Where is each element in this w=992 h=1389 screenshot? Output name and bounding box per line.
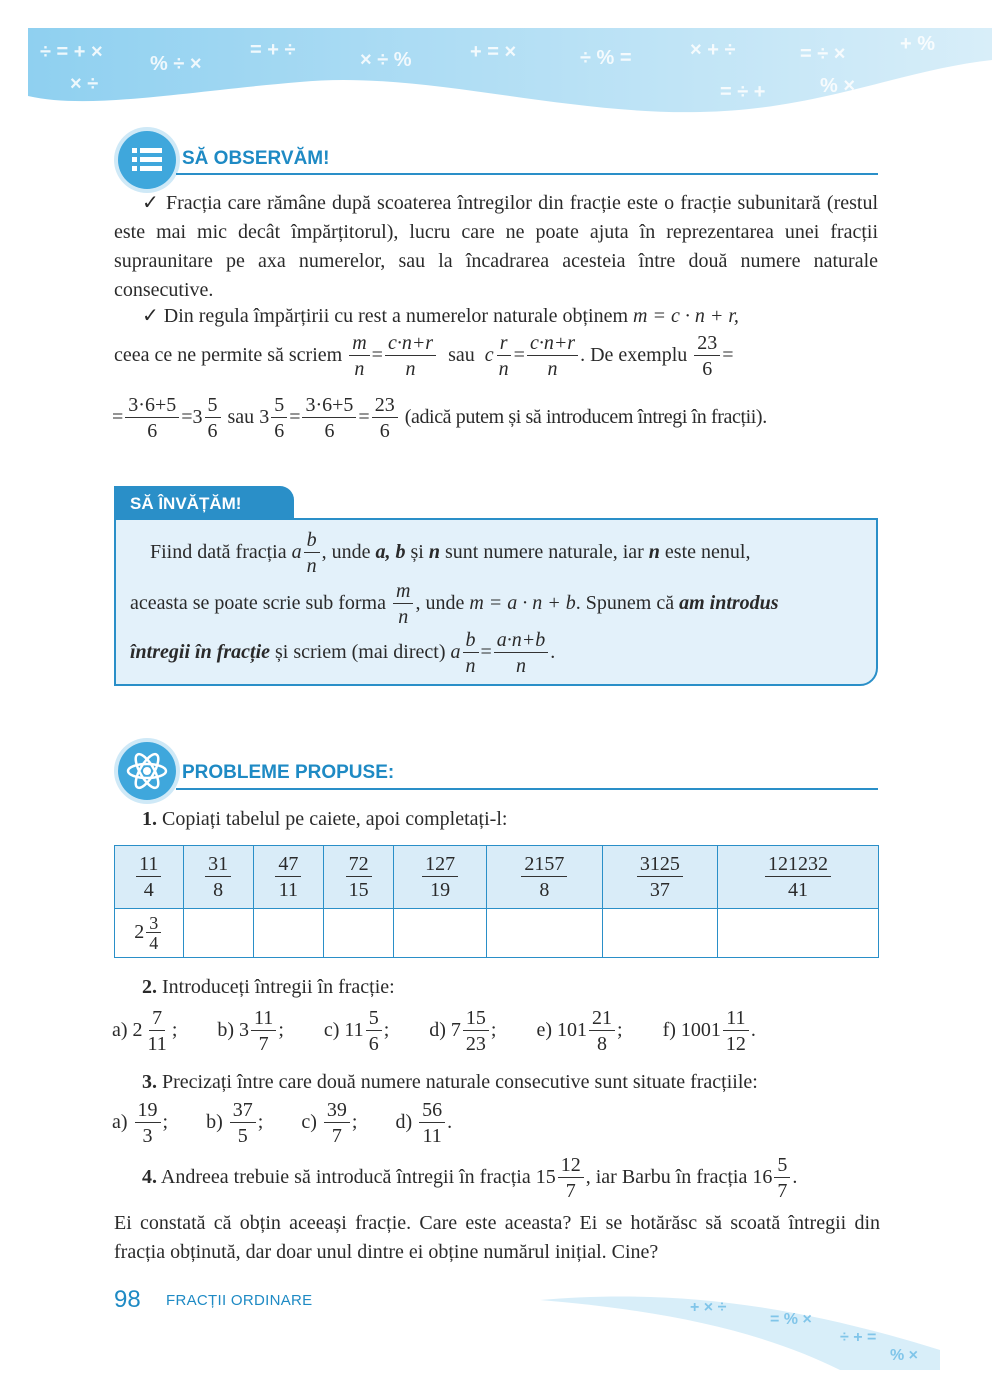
observe-paragraph-2: ✓ Din regula împărțirii cu rest a numerelor naturale obținem m = c · n + r,: [142, 305, 739, 327]
table-cell: [253, 846, 323, 909]
fraction: $\frac{3\cdot 6+5}{6}$: [302, 393, 356, 444]
observe-divider: [176, 173, 878, 175]
problem-4-continued: Ei constată că obțin aceeași fracție. Care este aceasta? Ei se hotărăsc să scoată întregii din fracția obținută, dar doar unul dintre ei obține numărul inițial. Cine?: [114, 1212, 880, 1263]
fraction: $\frac{39}{7}$: [324, 1098, 350, 1149]
exercise-item: d) $\frac{56}{11}$ .: [395, 1099, 453, 1147]
fraction: $\frac{72}{15}$: [346, 852, 372, 903]
table-cell[interactable]: [323, 909, 393, 958]
svg-text:+ × ÷: + × ÷: [690, 1299, 727, 1316]
fraction: $\frac{m}{n}$: [393, 579, 413, 630]
svg-text:= + ÷: = + ÷: [250, 39, 296, 61]
fraction: $\frac{c\cdot n+r}{n}$: [385, 331, 436, 382]
table-cell[interactable]: [394, 909, 487, 958]
learn-line-2: aceasta se poate scrie sub forma $\frac{m}{n}$ , unde m = a · n + b. Spunem că am introdus: [130, 580, 779, 628]
fraction: $\frac{15}{23}$: [463, 1006, 489, 1057]
fraction: $\frac{56}{11}$: [419, 1098, 445, 1149]
exercise-item: b) $\frac{37}{5}$ ;: [206, 1099, 264, 1147]
fraction: $\frac{23}{6}$: [372, 393, 398, 444]
table-row: [115, 909, 879, 958]
exercise-item: c) $\frac{39}{7}$ ;: [301, 1099, 358, 1147]
table-cell: [718, 846, 879, 909]
svg-text:% ×: % ×: [890, 1347, 919, 1364]
fraction: $\frac{5}{7}$: [774, 1153, 790, 1204]
svg-text:÷ + =: ÷ + =: [840, 1329, 877, 1346]
table-cell: [183, 846, 253, 909]
fraction: $\frac{b}{n}$: [463, 628, 479, 679]
observe-heading: SĂ OBSERVĂM!: [182, 148, 330, 169]
fraction: $\frac{5}{6}$: [205, 393, 221, 444]
page-number: 98: [114, 1286, 141, 1313]
table-cell[interactable]: [602, 909, 718, 958]
atom-icon: [118, 742, 176, 800]
fraction: $\frac{r}{n}$: [498, 332, 509, 380]
problem-3-items: [112, 1098, 892, 1149]
fraction: $\frac{37}{5}$: [230, 1098, 256, 1149]
fraction: $\frac{19}{3}$: [135, 1098, 161, 1149]
table-cell[interactable]: [183, 909, 253, 958]
decorative-banner: [0, 0, 992, 140]
fraction: $\frac{31}{8}$: [205, 852, 231, 903]
learn-line-3: întregii în fracție și scriem (mai direct) a $\frac{b}{n}$ = $\frac{a\cdot n+b}{n}$ .: [130, 629, 556, 677]
exercise-item: a) $\frac{19}{3}$ ;: [112, 1099, 169, 1147]
fraction: $\frac{7}{11}$: [147, 1007, 167, 1055]
observe-paragraph-1: ✓ Fracția care rămâne după scoaterea întregilor din fracție este o fracție subunitară (restul este mai mic decât împărțitorul), lucru care ne poate ajuta în reprezentarea unei fracții supraunitare pe axa numerelor, sau la încadrarea acesteia între două numere naturale consecutive.: [114, 192, 878, 301]
fraction: $\frac{2157}{8}$: [521, 852, 567, 903]
problem-3: 3. Precizați între care două numere naturale consecutive sunt situate fracțiile:: [142, 1071, 758, 1093]
chapter-title: FRACȚII ORDINARE: [166, 1292, 313, 1309]
fraction: $\frac{3125}{37}$: [637, 852, 683, 903]
fraction: $\frac{11}{4}$: [136, 852, 161, 903]
problem-2: 2. Introduceți întregii în fracție:: [142, 976, 395, 998]
svg-text:+ ×: + ×: [320, 81, 349, 103]
table-cell: [602, 846, 718, 909]
fraction: $\frac{c\cdot n+r}{n}$: [527, 331, 578, 382]
observe-formula-line-2: = $\frac{3\cdot 6+5}{6}$ =3 $\frac{5}{6}$ sau 3 $\frac{5}{6}$ = $\frac{3\cdot 6+5}{6}$ = $\frac{23}{6}$ (adică putem și să introducem întregi în fracții).: [112, 394, 767, 442]
fraction: $\frac{b}{n}$: [304, 528, 320, 579]
fraction: $\frac{3}{4}$: [146, 914, 161, 953]
svg-text:= ÷ ×: = ÷ ×: [800, 43, 846, 65]
list-icon: [118, 131, 176, 189]
learn-heading: SĂ ÎNVĂȚĂM!: [114, 486, 294, 520]
exercise-item: e) 101 $\frac{21}{8}$ ;: [536, 1007, 623, 1055]
svg-text:÷ % =: ÷ % =: [580, 47, 632, 69]
table-cell: [487, 846, 603, 909]
fraction: $\frac{121232}{41}$: [765, 852, 831, 903]
fraction: $\frac{11}{12}$: [723, 1006, 749, 1057]
fraction: $\frac{12}{7}$: [558, 1153, 584, 1204]
learn-line-1: Fiind dată fracția a $\frac{b}{n}$ , unde a, b și n sunt numere naturale, iar n este nenul,: [150, 529, 751, 577]
exercise-item: d) 7 $\frac{15}{23}$ ;: [429, 1007, 497, 1055]
problem-4: 4. Andreea trebuie să introducă întregii în fracția 15 $\frac{12}{7}$ , iar Barbu în fracția 16 $\frac{5}{7}$ .: [142, 1154, 798, 1202]
table-cell[interactable]: [718, 909, 879, 958]
problems-heading: PROBLEME PROPUSE:: [182, 762, 395, 783]
exercise-item: f) 1001 $\frac{11}{12}$ .: [662, 1007, 756, 1055]
table-cell[interactable]: [487, 909, 603, 958]
decorative-footer: [540, 1280, 940, 1370]
table-cell: [394, 846, 487, 909]
table-cell: [115, 846, 184, 909]
svg-text:% ×: % ×: [820, 75, 856, 97]
fraction: $\frac{m}{n}$: [349, 331, 369, 382]
exercise-item: c) 11 $\frac{5}{6}$ ;: [323, 1007, 390, 1055]
fraction: $\frac{a\cdot n+b}{n}$: [494, 628, 549, 679]
svg-text:÷ = + ×: ÷ = + ×: [40, 41, 103, 63]
fraction: $\frac{127}{19}$: [422, 852, 458, 903]
svg-text:+ %: + %: [900, 33, 936, 55]
observe-formula-line-1: ceea ce ne permite să scriem $\frac{m}{n}$ = $\frac{c\cdot n+r}{n}$ sau c $\frac{r}{n}$ = $\frac{c\cdot n+r}{n}$ . De exemplu $\frac{23}{6}$ =: [114, 332, 734, 380]
svg-text:= % ×: = % ×: [770, 1311, 812, 1328]
problems-divider: [176, 788, 878, 790]
fraction-table: [114, 845, 879, 958]
table-cell: 2 $\frac{3}{4}$: [115, 909, 184, 958]
exercise-item: a) 2 $\frac{7}{11}$ ;: [112, 1007, 178, 1055]
svg-text:+ = ×: + = ×: [470, 41, 517, 63]
fraction: $\frac{5}{6}$: [271, 393, 287, 444]
fraction: $\frac{23}{6}$: [694, 331, 720, 382]
problem-1: 1. Copiați tabelul pe caiete, apoi completați-l:: [142, 808, 508, 830]
fraction: $\frac{11}{7}$: [251, 1006, 276, 1057]
svg-text:% ÷ ×: % ÷ ×: [150, 53, 202, 75]
table-cell: [323, 846, 393, 909]
problem-2-items: [112, 1006, 892, 1057]
fraction: $\frac{21}{8}$: [589, 1006, 615, 1057]
exercise-item: b) 3 $\frac{11}{7}$ ;: [217, 1007, 284, 1055]
table-row: [115, 846, 879, 909]
svg-text:× ÷ %: × ÷ %: [360, 49, 412, 71]
svg-text:= ÷ +: = ÷ +: [720, 81, 766, 103]
table-cell[interactable]: [253, 909, 323, 958]
fraction: $\frac{5}{6}$: [366, 1006, 382, 1057]
fraction: $\frac{47}{11}$: [275, 852, 301, 903]
fraction: $\frac{3\cdot 6+5}{6}$: [125, 393, 179, 444]
svg-text:× + ÷: × + ÷: [690, 39, 736, 61]
svg-text:× ÷: × ÷: [70, 73, 99, 95]
